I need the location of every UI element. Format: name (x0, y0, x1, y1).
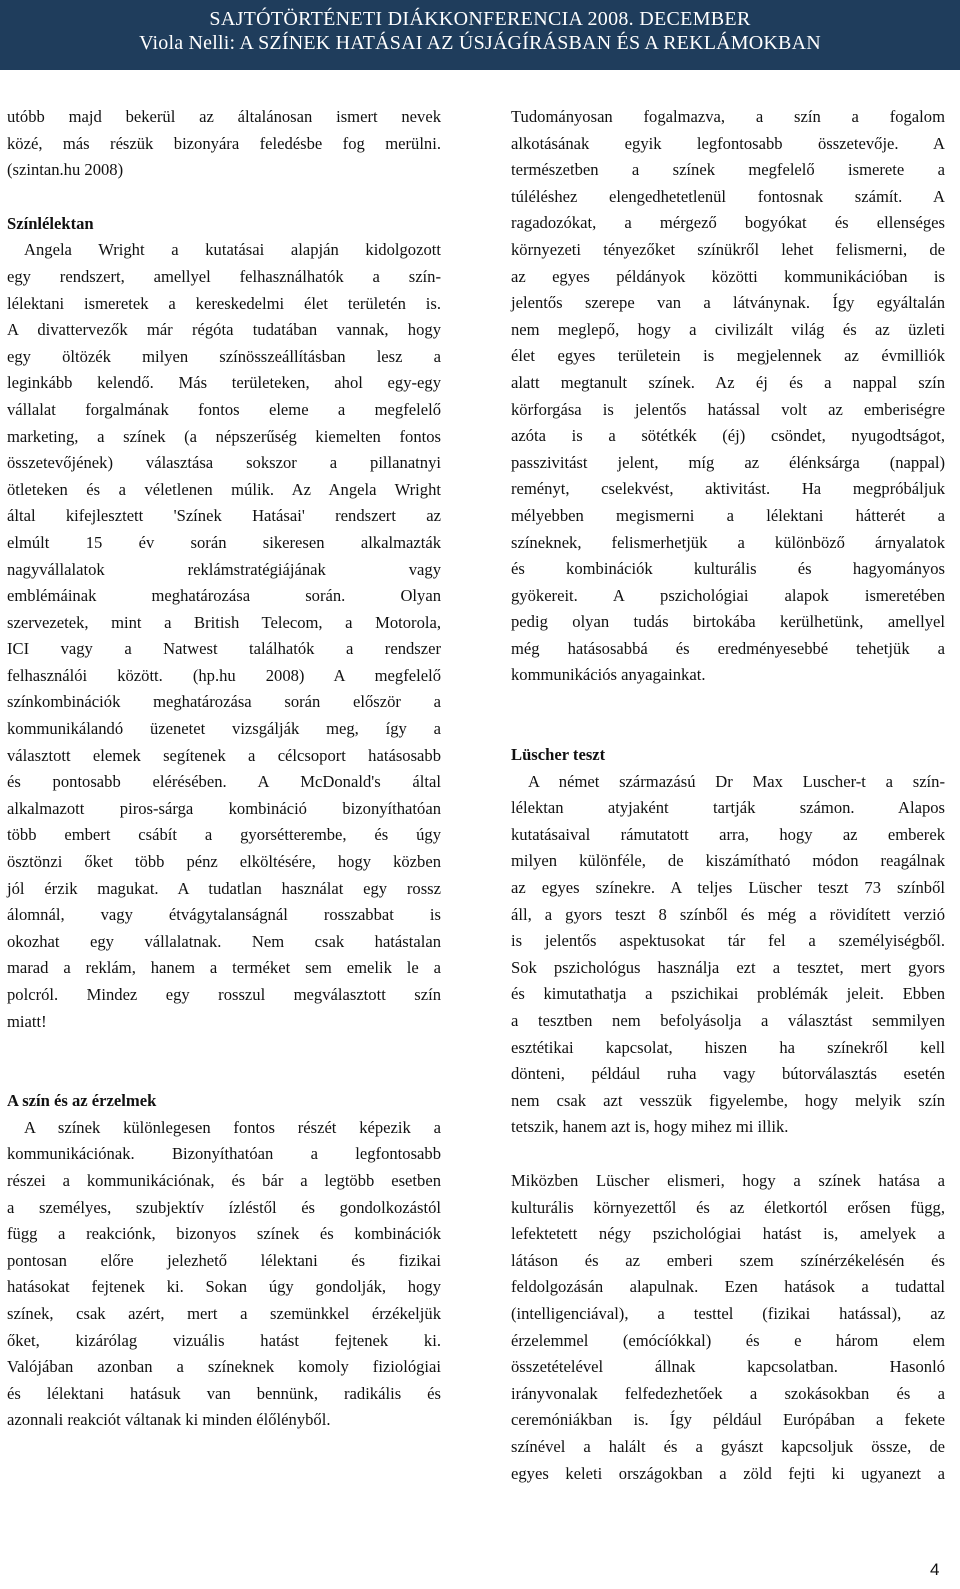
text-line: nem csak azt vesszük figyelembe, hogy melyik szín (511, 1090, 945, 1110)
running-header (0, 0, 960, 70)
text-line: azóta is a sötétkék (éj) csöndet, nyugodtságot, (511, 426, 945, 446)
header-article-title: Viola Nelli: A SZÍNEK HATÁSAI AZ ÚSJÁGÍRÁSBAN ÉS A REKLÁMOKBAN (139, 32, 821, 54)
text-line: az egyes színekre. A teljes Lüscher teszt 73 színből (511, 878, 945, 898)
text-line: körforgása is jelentős hatással volt az emberiségre (511, 399, 945, 419)
text-line: mélyebben megismerni a lélektani hátterét a (511, 505, 945, 525)
text-line: jelentős szerepe van a látványnak. Így egyáltalán (511, 293, 945, 313)
text-line: polcról. Mindez egy rosszul megválasztott szín (7, 985, 441, 1004)
text-line: (szintan.hu 2008) (7, 160, 124, 180)
text-line: vállalat forgalmának fontos eleme a megfelelő (7, 399, 441, 419)
text-line: álomnál, vagy étvágytalanságnál rosszabbat is (7, 905, 441, 925)
luscher-paragraph (511, 769, 945, 1141)
text-line: még hatásosabbá és eredményesebbé tehetjük a (511, 638, 945, 658)
text-line: színével a halált és a gyászt kapcsoljuk össze, de (511, 1436, 945, 1456)
text-line: lefektetett négy pszichológiai hatást is, amelyek a (511, 1224, 945, 1244)
text-line: emblémáinak meghatározása során. Olyan (7, 586, 441, 606)
text-line: egyes keleti országokban a zöld fejti ki ugyanezt a (511, 1463, 945, 1483)
text-line: által kifejlesztett 'Színek Hatásai' rendszert az (7, 506, 441, 526)
text-line: kommunikációs anyagainkat. (511, 665, 706, 685)
section-heading-szinlelektan: Színlélektan (7, 213, 94, 233)
text-line: esztétikai kapcsolat, hiszen ha színekről kell (511, 1037, 945, 1057)
text-line: kutatásaival rámutatott arra, hogy az emberek (511, 824, 945, 844)
text-line: marketing, a színek (a népszerűség kiemelten fontos (7, 426, 441, 446)
text-line: lélektan atyjaként tartják számon. Alapos (511, 798, 945, 818)
text-line: és pontosabb elérésében. A McDonald's által (7, 772, 441, 792)
text-line: lélektani ismeretek a kereskedelmi élet területén is. (7, 293, 441, 313)
text-line: őket, kizárólag vizuális hatást fejtenek ki. (7, 1330, 441, 1350)
text-line: Valójában azonban a színeknek komoly fiziológiai (7, 1357, 441, 1377)
intro-paragraph (7, 104, 441, 184)
text-line: az egyes példányok közötti kommunikációban is (511, 266, 945, 286)
text-line: összetételével állnak kapcsolatban. Hasonló (511, 1357, 945, 1377)
text-line: hatásokat fejtenek ki. Sokan úgy gondolják, hogy (7, 1277, 441, 1297)
text-line: függ a reakciónk, bizonyos színek és kombinációk (7, 1224, 441, 1244)
section-heading-luscher-teszt: Lüscher teszt (511, 745, 606, 765)
text-line: utóbb majd bekerül az általánosan ismert nevek (7, 107, 441, 126)
text-line: egy rendszert, amellyel felhasználhatók a szín- (7, 266, 441, 286)
szin-es-erzelmek-paragraph (7, 1115, 441, 1434)
text-line: színeknek, felismerhetjük a különböző árnyalatok (511, 532, 945, 552)
text-line: ICI vagy a Natwest találhatók a rendszer (7, 639, 441, 659)
text-line: (intelligenciával), a testtel (fizikai hatással), az (511, 1303, 945, 1323)
text-line: dönteni, például ruha vagy bútorválasztás esetén (511, 1064, 945, 1084)
text-line: A német származású Dr Max Luscher-t a szín- (528, 771, 945, 791)
mikozben-paragraph (511, 1168, 945, 1487)
text-line: alatt megtanult színek. Az éj és a nappal szín (511, 372, 945, 392)
tudomanyosan-paragraph (511, 104, 945, 689)
text-line: A divattervezők már régóta tudatában vannak, hogy (7, 320, 441, 340)
text-line: részei a kommunikációnak, és bár a legtöbb esetben (7, 1170, 441, 1190)
text-line: a tesztben nem befolyásolja a választást semmilyen (511, 1011, 945, 1030)
szinlelektan-paragraph (7, 237, 441, 1035)
text-line: és kombinációk kulturális és hagyományos (511, 559, 945, 579)
text-line: pedig olyan tudás birtokába kerülhetünk, amellyel (511, 612, 945, 632)
text-line: a személyes, szubjektív ízléstől és gondolkozástól (7, 1197, 441, 1217)
text-line: Tudományosan fogalmazva, a szín a fogalom (511, 107, 945, 126)
header-conference-title: SAJTÓTÖRTÉNETI DIÁKKONFERENCIA 2008. DECEMBER (209, 8, 751, 30)
text-line: áll, a gyors teszt 8 színből és még a rövidített verzió (511, 904, 945, 924)
text-line: ceremóniákban is. Így például Európában a fekete (511, 1410, 945, 1430)
spacer (7, 1035, 441, 1088)
text-line: nem meglepő, hogy a civilizált világ és az üzleti (511, 319, 945, 339)
text-line: és lélektani hatásuk van bennünk, radikális és (7, 1383, 441, 1403)
text-line: jól érzik magukat. A tudatlan használat egy rossz (7, 878, 441, 898)
text-line: több embert csábít a gyorsétterembe, és úgy (7, 825, 441, 845)
left-column (7, 104, 441, 1434)
text-line: színkombinációk meghatározása során először a (7, 692, 441, 712)
text-line: természetben a színek megfelelő ismerete a (511, 160, 945, 180)
text-line: és kimutathatja a pszichikai problémák jeleit. Ebben (511, 984, 945, 1004)
page-number: 4 (930, 1560, 940, 1579)
text-line: színek, csak azért, mert a szemünkkel érzékeljük (7, 1303, 441, 1323)
text-line: alkotásának egyik legfontosabb összetevője. A (511, 133, 945, 153)
text-line: kommunikációnak. Bizonyíthatóan a legfontosabb (7, 1144, 441, 1164)
text-line: nagyvállalatok reklámstratégiájának vagy (7, 559, 441, 579)
text-line: érzelemmel (emócíókkal) és e három elem (511, 1330, 945, 1350)
text-line: felhasználói között. (hp.hu 2008) A megfelelő (7, 665, 441, 685)
text-line: marad a reklám, hanem a terméket sem emelik le a (7, 958, 441, 978)
text-line: környezeti tényezőket színükről lehet felismerni, de (511, 239, 945, 259)
text-line: ötleteken és a véletlenen múlik. Az Angela Wright (7, 479, 441, 499)
text-line: alkalmazott piros-sárga kombináció bizonyíthatóan (7, 798, 441, 818)
text-line: szervezetek, mint a British Telecom, a Motorola, (7, 612, 441, 632)
text-line: ragadozókat, a mérgező bogyókat és ellenséges (511, 213, 945, 233)
text-line: közé, más részük bizonyára feledésbe fog merülni. (7, 133, 441, 153)
text-line: A színek különlegesen fontos részét képezik a (24, 1117, 441, 1137)
text-line: azonnali reakciót váltanak ki minden élőlényből. (7, 1410, 331, 1430)
text-line: Sok pszichológus használja ezt a tesztet, mert gyors (511, 957, 945, 977)
text-line: elmúlt 15 év során sikeresen alkalmazták (7, 532, 441, 552)
text-line: miatt! (7, 1011, 47, 1031)
text-line: feldolgozásán alapulnak. Ezen hatások a tudattal (511, 1277, 945, 1297)
text-line: okozhat egy vállalatnak. Nem csak hatástalan (7, 931, 441, 951)
text-line: passzivitást jelent, míg az élénksárga (nappal) (511, 452, 945, 472)
spacer (511, 1141, 945, 1168)
text-line: ösztönzi őket több pénz elköltésére, hogy közben (7, 852, 441, 872)
text-line: is jelentős aspektusokat tár fel a személyiségből. (511, 931, 945, 951)
text-line: kommunikálandó üzenetet vizsgálják meg, így a (7, 719, 441, 739)
text-line: milyen különféle, de kiszámítható módon reagálnak (511, 851, 945, 871)
text-line: látáson és az emberi szem színérzékelésén és (511, 1250, 945, 1270)
text-line: összetevőjének) választása sokszor a pillanatnyi (7, 453, 441, 473)
text-line: pontosan előre jelezhető lélektani és fizikai (7, 1250, 441, 1270)
spacer (511, 689, 945, 742)
text-line: választott elemek segítenek a célcsoport hatásosabb (7, 745, 441, 765)
text-line: Miközben Lüscher elismeri, hogy a színek hatása a (511, 1170, 945, 1190)
text-line: leginkább kelendő. Más területeken, ahol egy-egy (7, 373, 441, 393)
text-line: élet egyes területein is megjelennek az évmilliók (511, 346, 945, 366)
text-line: gyökereit. A pszichológiai alapok ismeretében (511, 585, 945, 605)
text-line: kulturális környezettől és az életkortól erősen függ, (511, 1197, 945, 1217)
spacer (7, 184, 441, 211)
right-column (511, 104, 945, 1487)
text-line: Angela Wright a kutatásai alapján kidolgozott (24, 240, 441, 260)
text-line: egy öltözék milyen színösszeállításban lesz a (7, 346, 441, 366)
text-line: túléléshez elengedhetetlenül fontosnak számít. A (511, 186, 945, 206)
text-line: tetszik, hanem azt is, hogy mihez mi illik. (511, 1117, 789, 1137)
section-heading-szin-es-erzelmek: A szín és az érzelmek (7, 1091, 157, 1111)
text-line: irányvonalak felfedezhetőek a szokásokban és a (511, 1383, 945, 1403)
text-line: reményt, cselekvést, aktivitást. Ha megpróbáljuk (511, 479, 945, 499)
